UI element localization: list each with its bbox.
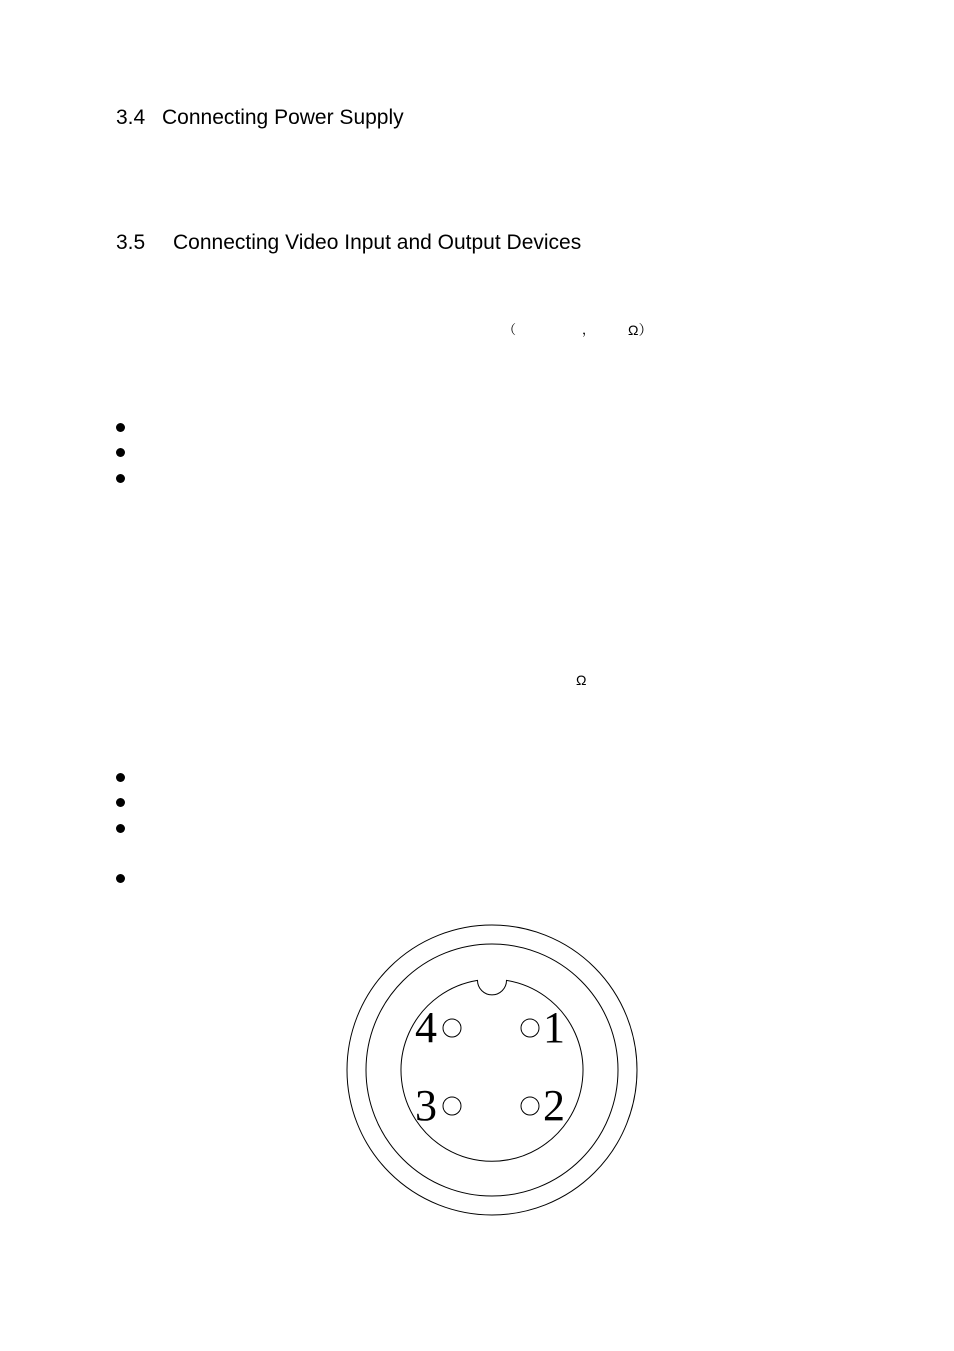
connector-pinout-diagram <box>340 915 650 1225</box>
open-parenthesis: （ <box>503 322 517 337</box>
bullet-point <box>116 423 125 432</box>
pin-3-hole <box>443 1097 461 1115</box>
pin-label-4: 4 <box>415 1003 437 1052</box>
pin-label-3: 3 <box>415 1081 437 1130</box>
bullet-point <box>116 824 125 833</box>
outer-ring <box>347 925 637 1215</box>
middle-ring <box>366 944 618 1196</box>
ohm-symbol: Ω） <box>628 322 653 338</box>
section-number: 3.4 <box>116 106 146 129</box>
pin-label-2: 2 <box>543 1081 565 1130</box>
bullet-point <box>116 874 125 883</box>
section-number: 3.5 <box>116 231 146 254</box>
bullet-point <box>116 448 125 457</box>
bullet-point <box>116 798 125 807</box>
bullet-point <box>116 773 125 782</box>
section-title: Connecting Power Supply <box>162 106 404 129</box>
section-heading-3-4 <box>116 106 404 130</box>
section-heading-3-5 <box>116 231 581 255</box>
pin-label-1: 1 <box>543 1003 565 1052</box>
pin-2-hole <box>521 1097 539 1115</box>
comma: ， <box>582 322 596 337</box>
section-title: Connecting Video Input and Output Devices <box>173 231 582 254</box>
pin-1-hole <box>521 1019 539 1037</box>
pin-4-hole <box>443 1019 461 1037</box>
bullet-point <box>116 474 125 483</box>
ohm-symbol: Ω <box>576 672 587 688</box>
